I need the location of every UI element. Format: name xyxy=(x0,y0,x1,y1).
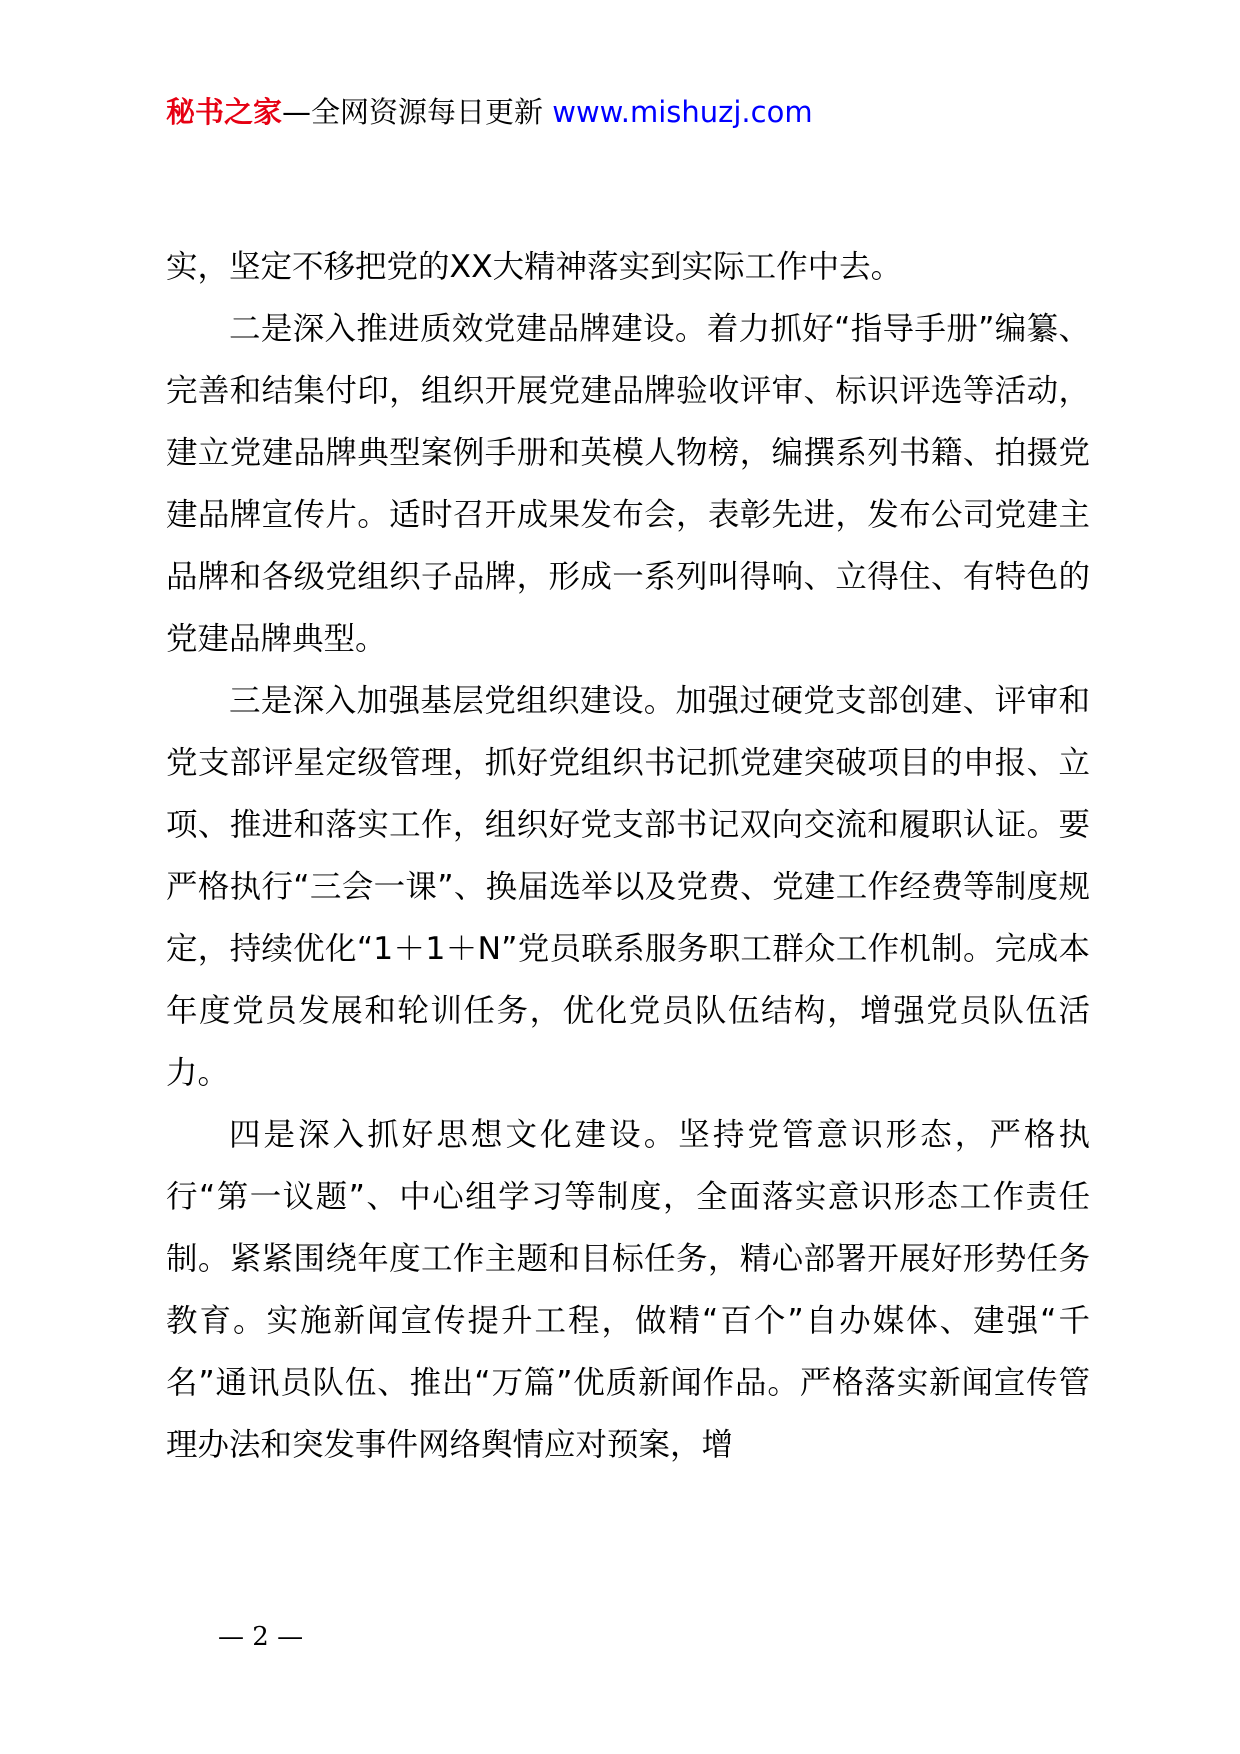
paragraph-ideology-culture: 四是深入抓好思想文化建设。坚持党管意识形态，严格执行“第一议题”、中心组学习等制度，全面落实意识形态工作责任制。紧紧围绕年度工作主题和目标任务，精心部署开展好形势任务教育。实施新闻宣传提升工程，做精“百个”自办媒体、建强“千名”通讯员队伍、推出“万篇”优质新闻作品。严格落实新闻宣传管理办法和突发事件网络舆情应对预案，增 xyxy=(166,1117,1090,1463)
brand-name: 秘书之家 xyxy=(166,95,283,129)
header-url-link[interactable]: www.mishuzj.com xyxy=(552,95,813,129)
page-number: — 2 — xyxy=(218,1622,304,1652)
paragraph-party-brand: 二是深入推进质效党建品牌建设。着力抓好“指导手册”编纂、完善和结集付印，组织开展党建品牌验收评审、标识评选等活动，建立党建品牌典型案例手册和英模人物榜，编撰系列书籍、拍摄党建品牌宣传片。适时召开成果发布会，表彰先进，发布公司党建主品牌和各级党组织子品牌，形成一系列叫得响、立得住、有特色的党建品牌典型。 xyxy=(166,311,1090,657)
paragraph-continuation: 实，坚定不移把党的XX大精神落实到实际工作中去。 xyxy=(166,249,903,285)
site-header xyxy=(166,92,813,132)
document-body xyxy=(166,236,1090,1476)
paragraph-grassroots-organization: 三是深入加强基层党组织建设。加强过硬党支部创建、评审和党支部评星定级管理，抓好党组织书记抓党建突破项目的申报、立项、推进和落实工作，组织好党支部书记双向交流和履职认证。要严格执行“三会一课”、换届选举以及党费、党建工作经费等制度规定，持续优化“1＋1＋N”党员联系服务职工群众工作机制。完成本年度党员发展和轮训任务，优化党员队伍结构，增强党员队伍活力。 xyxy=(166,683,1090,1091)
header-tagline: —全网资源每日更新 xyxy=(282,95,544,129)
